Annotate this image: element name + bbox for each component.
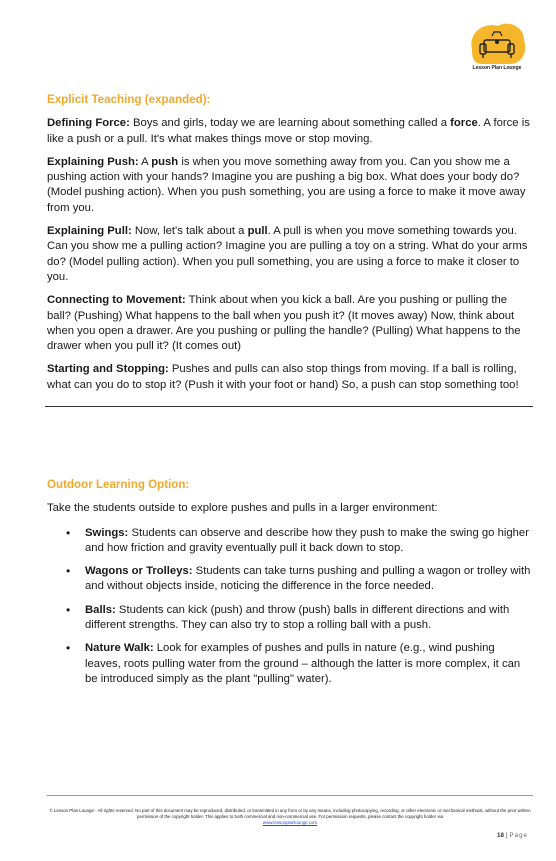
section-heading: Outdoor Learning Option: — [47, 478, 190, 491]
explicit-teaching-section — [47, 92, 533, 407]
paragraph-explaining-push: Explaining Push: A push is when you move something away from you. Can you show me a pushing action with your hands? Imagine you are pushing a big box. What does your body do? (Model pushing action). When you push something, you are using a force to make it move away from you. — [47, 155, 526, 214]
outdoor-options-list — [47, 526, 533, 688]
outdoor-learning-section — [47, 477, 533, 695]
page-number: 18 | Page — [497, 832, 528, 839]
list-item: • Balls: Students can kick (push) and throw (push) balls in different directions and with different strengths. They can also try to stop a rolling ball with a push. — [66, 603, 533, 634]
list-item: • Swings: Students can observe and describe how they push to make the swing go higher and how friction and gravity eventually pull it back down to stop. — [66, 526, 533, 557]
section-divider — [45, 406, 533, 407]
outdoor-intro: Take the students outside to explore pushes and pulls in a larger environment: — [47, 502, 438, 515]
website-link[interactable]: www.lessonplanlounge.com — [262, 820, 318, 825]
list-item: • Nature Walk: Look for examples of pushes and pulls in nature (e.g., wind pushing leaves, roots pulling water from the ground – although the latter is more complex, it can be introduced simply as the plant "pulling" water). — [66, 641, 533, 687]
copyright-notice: © Lesson Plan Lounge - All rights reserved. No part of this document may be reproduced, distributed, or transmitted in any form or by any means, including photocopying, recording, or other electronic or mechanical methods, without the prior written permission of the copyright holder. This applies to both commercial and non-commercial use. For permission requests, please contact the copyright holder via www.lessonplanlounge.com — [49, 808, 531, 825]
paragraph-defining-force: Defining Force: Boys and girls, today we are learning about something called a force. A force is like a push or a pull. It's what makes things move or stop moving. — [47, 117, 530, 145]
section-heading: Explicit Teaching (expanded): — [47, 93, 211, 106]
logo-text: Lesson Plan Lounge — [472, 65, 522, 71]
list-item: • Wagons or Trolleys: Students can take turns pushing and pulling a wagon or trolley with and without objects inside, noticing the difference in the force needed. — [66, 564, 533, 595]
paragraph-connecting-movement: Connecting to Movement: Think about when you kick a ball. Are you pushing or pulling the ball? (Pushing) What happens to the ball when you push it? (It moves away) Now, think about when you open a drawer. Are you pushing or pulling the handle? (Pulling) What happens to the drawer when you pull it? (It comes out) — [47, 294, 521, 353]
paragraph-explaining-pull: Explaining Pull: Now, let's talk about a pull. A pull is when you move something towards you. Can you show me a pulling action? Imagine you are pulling a toy on a string. What do your arms do? (Model pulling action). When you pull something, you are using a force to make it closer to you. — [47, 225, 528, 283]
paragraph-starting-stopping: Starting and Stopping: Pushes and pulls can also stop things from moving. If a ball is rolling, what can you do to stop it? (Push it with your foot or hand) So, a push can stop something too! — [47, 363, 519, 391]
footer-divider — [47, 795, 533, 796]
